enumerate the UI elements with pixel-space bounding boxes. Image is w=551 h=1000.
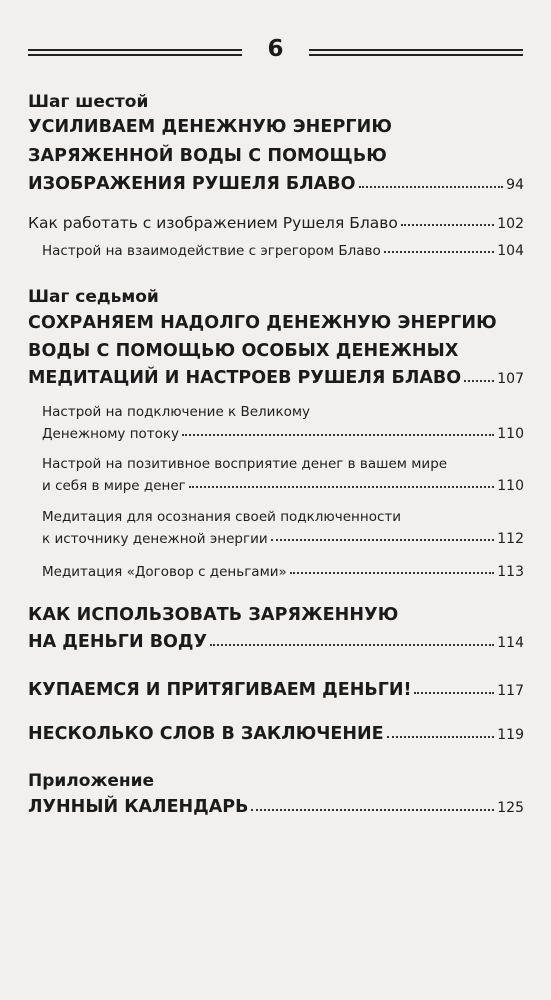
page-ref: 119 (497, 727, 524, 743)
page-number: 6 (267, 36, 284, 62)
dot-leader (210, 644, 494, 646)
dot-leader (359, 186, 504, 188)
entry-title-line: Медитация для осознания своей подключенности (42, 509, 402, 525)
toc-entry[interactable] (42, 426, 524, 442)
dot-leader (271, 539, 495, 541)
dot-leader (189, 486, 494, 488)
dot-leader (251, 809, 494, 811)
section-label-appendix: Приложение (28, 771, 155, 791)
section-title-line: УСИЛИВАЕМ ДЕНЕЖНУЮ ЭНЕРГИЮ (28, 117, 393, 137)
section-title: ЛУННЫЙ КАЛЕНДАРЬ (28, 797, 249, 817)
section-title: КУПАЕМСЯ И ПРИТЯГИВАЕМ ДЕНЬГИ! (28, 680, 412, 700)
section-title-line: ИЗОБРАЖЕНИЯ РУШЕЛЯ БЛАВО (28, 174, 356, 194)
toc-entry-appendix[interactable] (28, 797, 524, 817)
page-ref: 110 (497, 426, 524, 442)
dot-leader (182, 434, 494, 436)
toc-entry[interactable] (42, 531, 524, 547)
header-rule-right (309, 49, 523, 58)
toc-entry-bath[interactable] (28, 680, 524, 700)
toc-entry-step-six[interactable] (28, 174, 524, 194)
dot-leader (414, 692, 494, 694)
page-header (28, 28, 523, 68)
dot-leader (384, 251, 494, 253)
section-title-line: МЕДИТАЦИЙ И НАСТРОЕВ РУШЕЛЯ БЛАВО (28, 368, 462, 388)
page-ref: 117 (497, 683, 524, 699)
section-label-step-seven: Шаг седьмой (28, 287, 159, 307)
page-ref: 107 (497, 371, 524, 387)
section-title-line: КАК ИСПОЛЬЗОВАТЬ ЗАРЯЖЕННУЮ (28, 605, 399, 625)
entry-title: Настрой на взаимодействие с эгрегором Блаво (42, 243, 381, 259)
toc-entry-water[interactable] (28, 632, 524, 652)
toc-entry[interactable] (42, 478, 524, 494)
page-ref: 114 (497, 635, 524, 651)
entry-title: к источнику денежной энергии (42, 531, 268, 547)
toc-entry-conclusion[interactable] (28, 724, 524, 744)
section-label-step-six: Шаг шестой (28, 92, 149, 112)
entry-title: Денежному потоку (42, 426, 180, 442)
section-title-line: НА ДЕНЬГИ ВОДУ (28, 632, 207, 652)
toc-entry[interactable] (42, 243, 524, 259)
section-title-line: ВОДЫ С ПОМОЩЬЮ ОСОБЫХ ДЕНЕЖНЫХ (28, 341, 459, 361)
page-ref: 125 (497, 800, 524, 816)
toc-entry[interactable] (42, 564, 524, 580)
dot-leader (290, 572, 494, 574)
entry-title: и себя в мире денег (42, 478, 186, 494)
entry-title-line: Настрой на подключение к Великому (42, 404, 311, 420)
section-title-line: СОХРАНЯЕМ НАДОЛГО ДЕНЕЖНУЮ ЭНЕРГИЮ (28, 313, 497, 333)
section-title-line: ЗАРЯЖЕННОЙ ВОДЫ С ПОМОЩЬЮ (28, 146, 387, 166)
toc-entry[interactable] (28, 214, 524, 232)
entry-title-line: Настрой на позитивное восприятие денег в вашем мире (42, 456, 448, 472)
section-title: НЕСКОЛЬКО СЛОВ В ЗАКЛЮЧЕНИЕ (28, 724, 384, 744)
entry-title: Как работать с изображением Рушеля Блаво (28, 214, 398, 232)
page-ref: 104 (497, 243, 524, 259)
dot-leader (401, 224, 494, 226)
dot-leader (387, 736, 495, 738)
page-ref: 110 (497, 478, 524, 494)
entry-title: Медитация «Договор с деньгами» (42, 564, 287, 580)
page-ref: 112 (497, 531, 524, 547)
page-ref: 94 (506, 177, 524, 193)
dot-leader (464, 380, 494, 382)
toc-entry-step-seven[interactable] (28, 368, 524, 388)
page-ref: 102 (497, 216, 524, 232)
page-ref: 113 (497, 564, 524, 580)
